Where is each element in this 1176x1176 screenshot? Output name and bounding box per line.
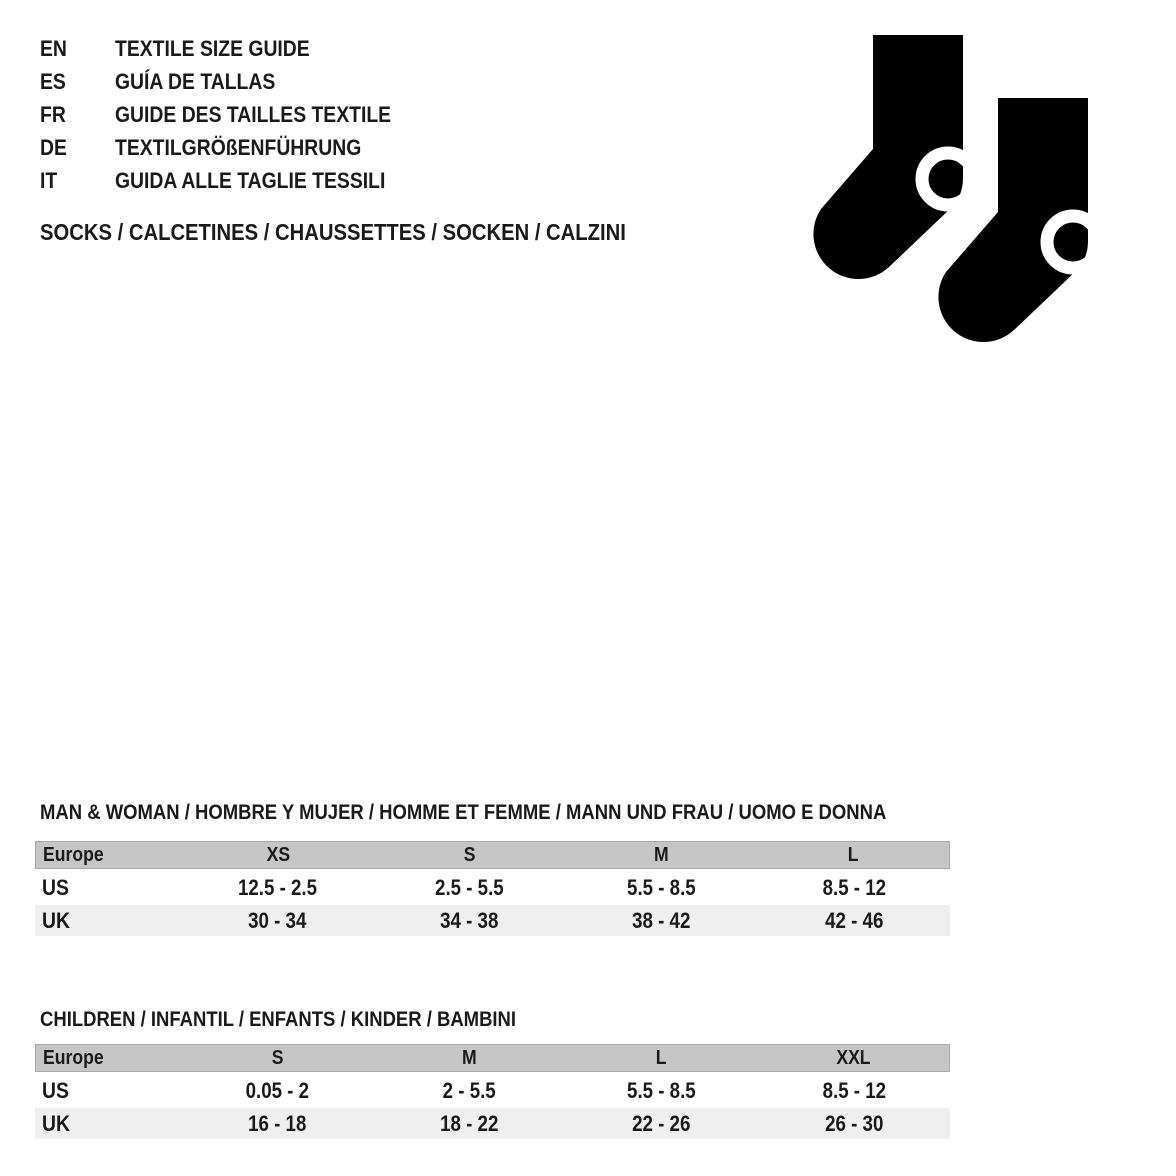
size-value-text: 8.5 - 12 <box>822 874 886 900</box>
row-label-cell <box>35 1111 181 1137</box>
header-cell-text: L <box>655 1046 667 1069</box>
adult-table-row-us <box>35 872 950 903</box>
size-value-text: 2 - 5.5 <box>443 1077 497 1103</box>
children-table-title <box>40 1008 581 1032</box>
language-label <box>115 65 429 98</box>
language-row-fr <box>40 98 429 131</box>
row-label-cell <box>35 875 181 901</box>
size-value-text: 26 - 30 <box>824 1110 883 1136</box>
language-row-es <box>40 65 429 98</box>
header-cell-text: L <box>847 843 859 866</box>
header-cell-xs <box>182 844 374 867</box>
children-table-title-text: CHILDREN / INFANTIL / ENFANTS / KINDER / BAMBINI <box>40 1008 517 1031</box>
socks-icon <box>800 30 1095 350</box>
adult-table-row-uk <box>35 905 950 936</box>
children-table-header-row <box>35 1044 950 1072</box>
size-value-cell <box>181 875 373 901</box>
size-value-text: 2.5 - 5.5 <box>435 874 504 900</box>
header-cell-text: M <box>654 843 669 866</box>
adult-size-table <box>35 841 950 938</box>
language-code <box>40 164 115 197</box>
size-value-text: 30 - 34 <box>248 907 307 933</box>
header-cell-m <box>374 1047 566 1070</box>
language-label-text: GUIDA ALLE TAGLIE TESSILI <box>115 168 386 193</box>
language-row-en <box>40 32 429 65</box>
header-cell-s <box>182 1047 374 1070</box>
language-row-it <box>40 164 429 197</box>
language-label-text: GUÍA DE TALLAS <box>115 69 276 94</box>
size-value-cell <box>374 1078 566 1104</box>
adult-table-title <box>40 801 1002 825</box>
language-row-de <box>40 131 429 164</box>
size-value-cell <box>374 1111 566 1137</box>
header-cell-text: XS <box>266 843 290 866</box>
size-value-cell <box>181 1111 373 1137</box>
row-label-text: US <box>42 1077 69 1103</box>
header-cell-europe <box>36 1047 182 1070</box>
header-cell-xxl <box>757 1047 949 1070</box>
header-cell-text: Europe <box>43 1046 104 1069</box>
language-code-text: DE <box>40 135 67 160</box>
row-label-cell <box>35 908 181 934</box>
language-label-text: TEXTILE SIZE GUIDE <box>115 36 310 61</box>
size-value-cell <box>181 1078 373 1104</box>
size-value-text: 0.05 - 2 <box>245 1077 310 1103</box>
category-line-text: SOCKS / CALCETINES / CHAUSSETTES / SOCKEN / CALZINI <box>40 219 626 245</box>
language-code-text: FR <box>40 102 66 127</box>
children-table-row-uk <box>35 1108 950 1139</box>
header-cell-l <box>566 1047 758 1070</box>
size-value-cell <box>758 1078 950 1104</box>
size-value-text: 18 - 22 <box>440 1110 499 1136</box>
header-cell-text: M <box>462 1046 477 1069</box>
language-code-text: IT <box>40 168 58 193</box>
size-value-cell <box>758 908 950 934</box>
size-value-cell <box>374 875 566 901</box>
header-cell-text: Europe <box>43 843 104 866</box>
children-table-row-us <box>35 1075 950 1106</box>
adult-table-header-row <box>35 841 950 869</box>
size-value-cell <box>374 908 566 934</box>
row-label-text: US <box>42 874 69 900</box>
size-value-text: 5.5 - 8.5 <box>627 1077 697 1103</box>
row-label-text: UK <box>42 1110 70 1136</box>
row-label-text: UK <box>42 907 70 933</box>
language-code <box>40 131 115 164</box>
size-value-cell <box>758 1111 950 1137</box>
header-cell-s <box>374 844 566 867</box>
size-value-text: 5.5 - 8.5 <box>627 874 697 900</box>
header-cell-m <box>566 844 758 867</box>
sock-left <box>813 35 974 279</box>
size-value-text: 22 - 26 <box>632 1110 691 1136</box>
language-code-text: EN <box>40 36 67 61</box>
size-value-text: 34 - 38 <box>440 907 499 933</box>
header-cell-text: S <box>272 1046 284 1069</box>
size-value-cell <box>566 908 758 934</box>
language-code <box>40 32 115 65</box>
size-value-text: 16 - 18 <box>248 1110 307 1136</box>
row-label-cell <box>35 1078 181 1104</box>
size-value-text: 12.5 - 2.5 <box>237 874 317 900</box>
language-label-text: GUIDE DES TAILLES TEXTILE <box>115 102 392 127</box>
adult-table-title-text: MAN & WOMAN / HOMBRE Y MUJER / HOMME ET FEMME / MANN UND FRAU / UOMO E DONNA <box>40 801 887 824</box>
language-code <box>40 98 115 131</box>
language-label <box>115 98 429 131</box>
language-list <box>40 32 429 197</box>
size-value-cell <box>758 875 950 901</box>
header-cell-text: S <box>463 843 476 866</box>
category-line <box>40 219 706 245</box>
language-code-text: ES <box>40 69 66 94</box>
size-value-text: 42 - 46 <box>824 907 883 933</box>
size-value-cell <box>181 908 373 934</box>
language-code <box>40 65 115 98</box>
size-value-cell <box>566 1078 758 1104</box>
header-cell-text: XXL <box>835 1046 871 1069</box>
header-cell-l <box>757 844 949 867</box>
socks-icon-svg <box>800 30 1095 350</box>
size-value-cell <box>566 875 758 901</box>
language-label <box>115 32 429 65</box>
size-value-text: 38 - 42 <box>632 907 691 933</box>
size-value-text: 8.5 - 12 <box>822 1077 886 1103</box>
language-label <box>115 164 429 197</box>
language-label-text: TEXTILGRÖßENFÜHRUNG <box>115 135 362 160</box>
size-value-cell <box>566 1111 758 1137</box>
header-cell-europe <box>36 844 182 867</box>
children-size-table <box>35 1044 950 1141</box>
language-label <box>115 131 429 164</box>
